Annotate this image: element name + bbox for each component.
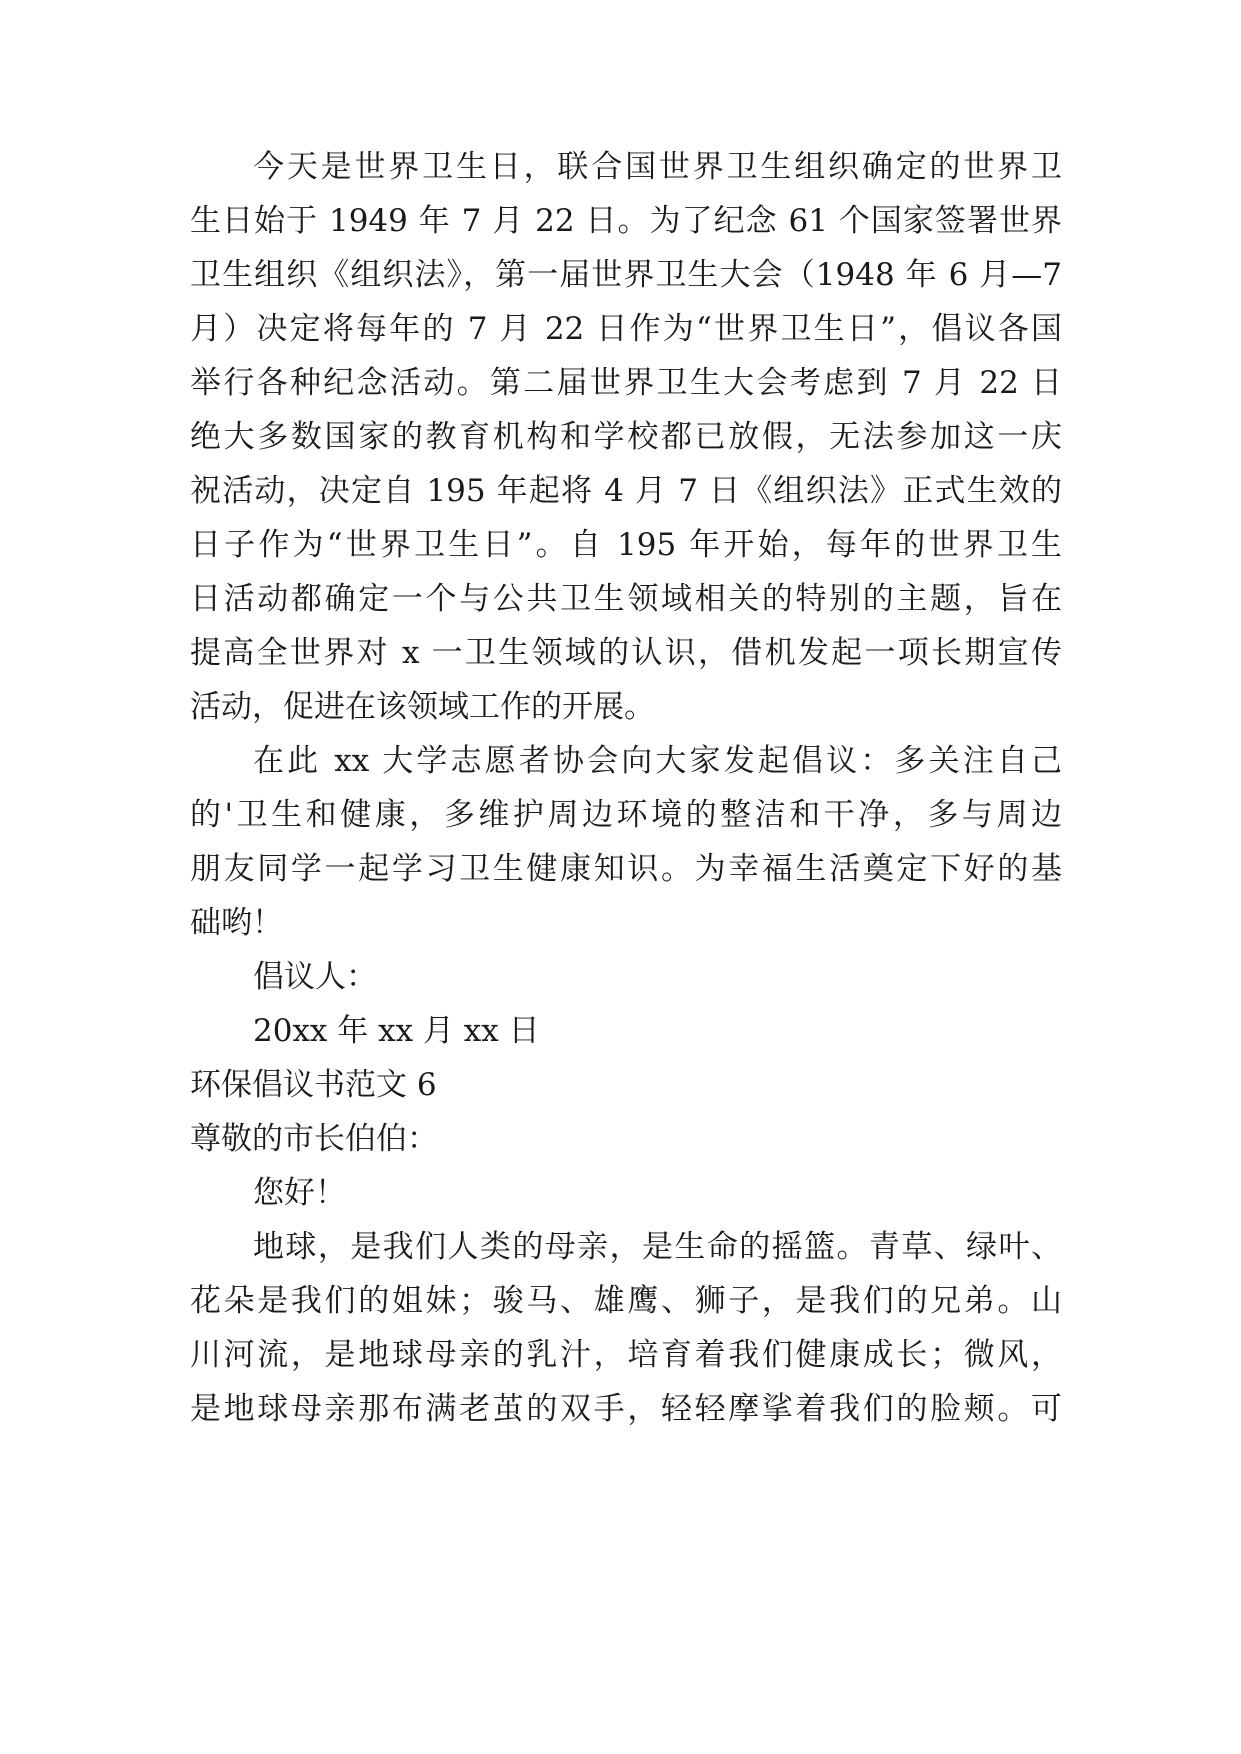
paragraph-3-line-3: 川河流，是地球母亲的乳汁，培育着我们健康成长；微风， (190, 1337, 1062, 1373)
paragraph-1-line-4: 月）决定将每年的 7 月 22 日作为“世界卫生日”，倡议各国 (190, 311, 1062, 347)
paragraph-2-line-4: 础哟！ (190, 905, 283, 941)
paragraph-1-line-2: 生日始于 1949 年 7 月 22 日。为了纪念 61 个国家签署世界 (190, 203, 1062, 239)
paragraph-3-line-2: 花朵是我们的姐妹；骏马、雄鹰、狮子，是我们的兄弟。山 (190, 1283, 1062, 1319)
greeting: 您好！ (253, 1175, 346, 1211)
paragraph-3-line-4: 是地球母亲那布满老茧的双手，轻轻摩挲着我们的脸颊。可 (190, 1391, 1062, 1427)
paragraph-1-line-5: 举行各种纪念活动。第二届世界卫生大会考虑到 7 月 22 日 (190, 365, 1062, 401)
paragraph-1-line-7: 祝活动，决定自 195 年起将 4 月 7 日《组织法》正式生效的 (190, 473, 1062, 509)
proposer-label: 倡议人： (253, 959, 377, 995)
paragraph-1-line-8: 日子作为“世界卫生日”。自 195 年开始，每年的世界卫生 (190, 527, 1062, 563)
paragraph-1-line-1: 今天是世界卫生日，联合国世界卫生组织确定的世界卫 (253, 149, 1062, 185)
paragraph-2-line-1: 在此 xx 大学志愿者协会向大家发起倡议：多关注自己 (253, 743, 1062, 779)
paragraph-1-line-9: 日活动都确定一个与公共卫生领域相关的特别的主题，旨在 (190, 581, 1062, 617)
salutation: 尊敬的市长伯伯： (190, 1121, 438, 1157)
paragraph-2-line-3: 朋友同学一起学习卫生健康知识。为幸福生活奠定下好的基 (190, 851, 1062, 887)
paragraph-1-line-11: 活动，促进在该领域工作的开展。 (190, 689, 655, 725)
paragraph-3-line-1: 地球，是我们人类的母亲，是生命的摇篮。青草、绿叶、 (253, 1229, 1062, 1265)
paragraph-2-line-2: 的'卫生和健康，多维护周边环境的整洁和干净，多与周边 (190, 797, 1062, 833)
paragraph-1-line-10: 提高全世界对 x 一卫生领域的认识，借机发起一项长期宣传 (190, 635, 1062, 671)
section-title: 环保倡议书范文 6 (190, 1067, 437, 1103)
signature-date: 20xx 年 xx 月 xx 日 (253, 1013, 540, 1049)
paragraph-1-line-6: 绝大多数国家的教育机构和学校都已放假，无法参加这一庆 (190, 419, 1062, 455)
paragraph-1-line-3: 卫生组织《组织法》，第一届世界卫生大会（1948 年 6 月—7 (190, 257, 1062, 293)
